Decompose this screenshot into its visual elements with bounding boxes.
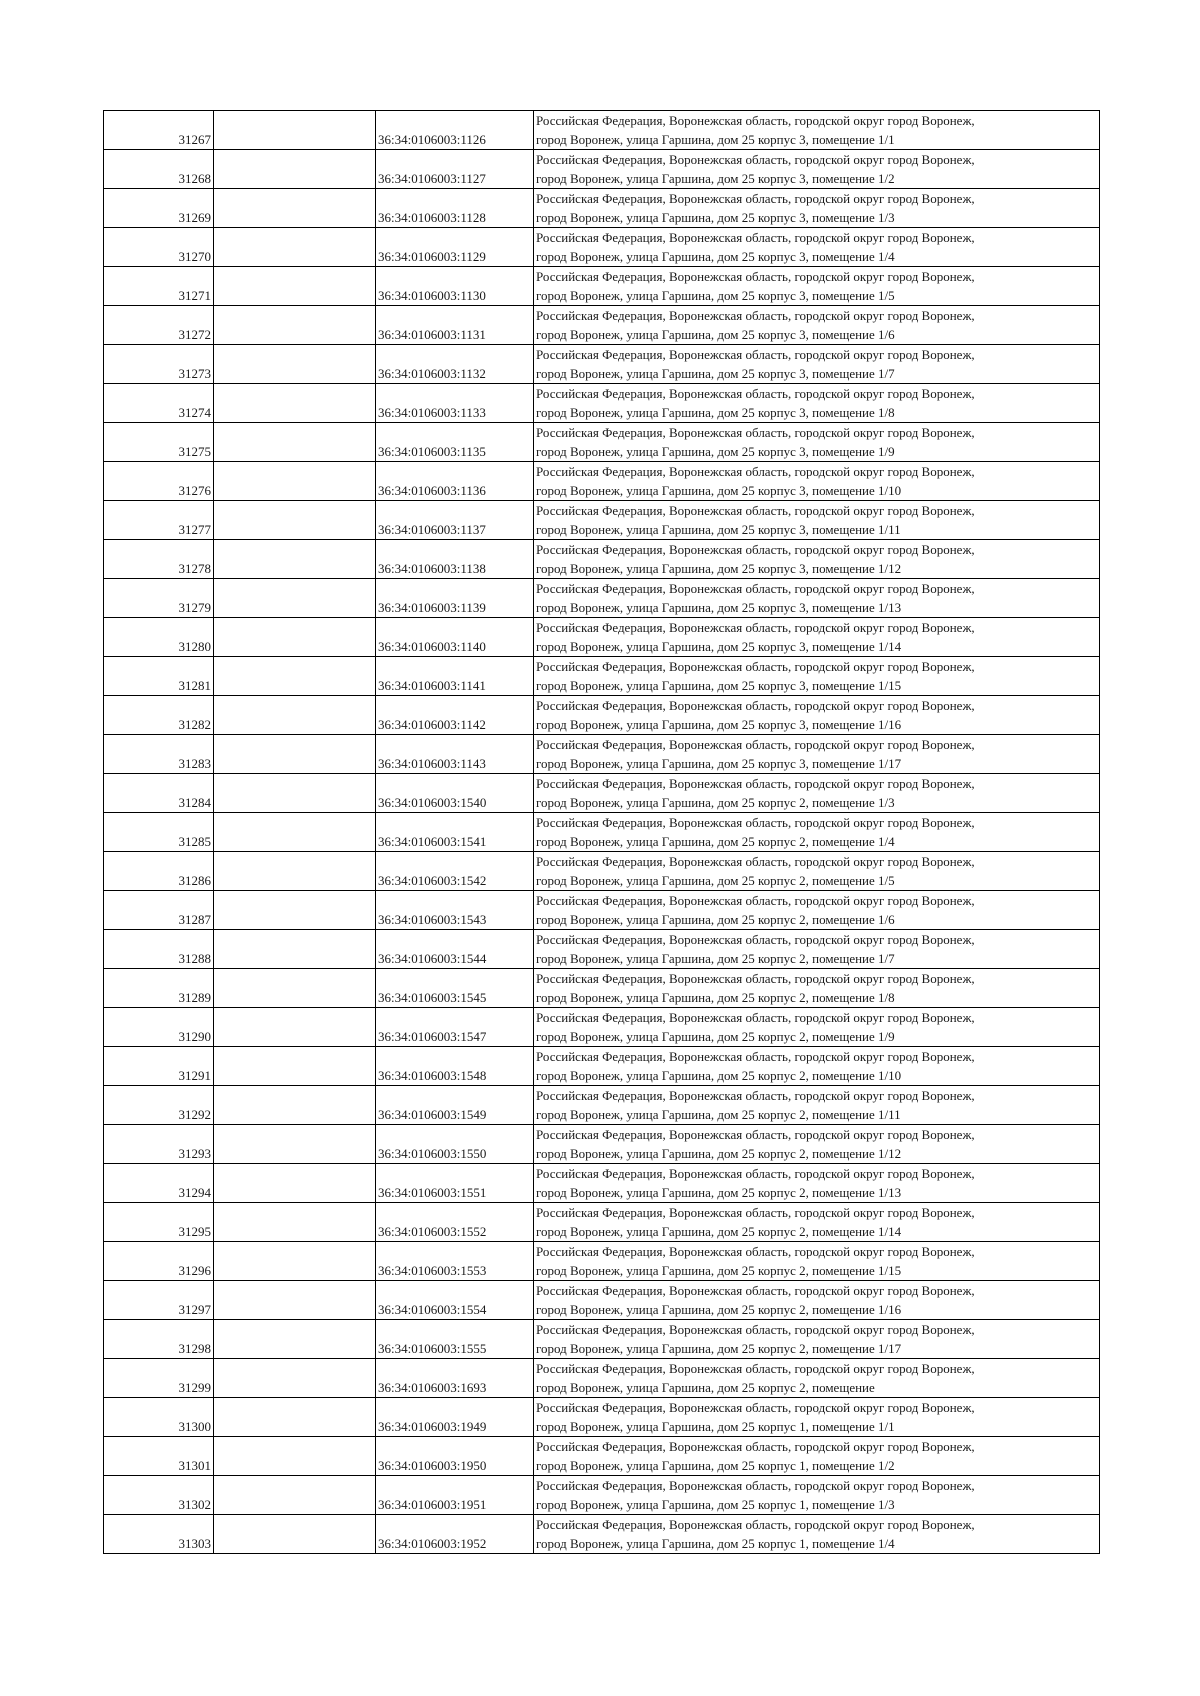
row-number-cell: 31271: [104, 267, 214, 306]
row-number-cell: 31269: [104, 189, 214, 228]
table-row: [104, 228, 1100, 267]
empty-cell: [214, 423, 376, 462]
cadastral-number-cell: 36:34:0106003:1549: [376, 1086, 534, 1125]
row-number-cell: 31292: [104, 1086, 214, 1125]
cadastral-number-cell: 36:34:0106003:1141: [376, 657, 534, 696]
cadastral-number-cell: 36:34:0106003:1551: [376, 1164, 534, 1203]
address-cell: Российская Федерация, Воронежская область, городской округ город Воронеж, город Воронеж, улица Гаршина, дом 25 корпус 2, помещение 1/12: [534, 1125, 1100, 1164]
address-cell: Российская Федерация, Воронежская область, городской округ город Воронеж, город Воронеж, улица Гаршина, дом 25 корпус 1, помещение 1/3: [534, 1476, 1100, 1515]
row-number-cell: 31272: [104, 306, 214, 345]
address-cell: Российская Федерация, Воронежская область, городской округ город Воронеж, город Воронеж, улица Гаршина, дом 25 корпус 3, помещение 1/16: [534, 696, 1100, 735]
table-row: [104, 1008, 1100, 1047]
row-number-cell: 31276: [104, 462, 214, 501]
cadastral-number-cell: 36:34:0106003:1137: [376, 501, 534, 540]
registry-table-body: [104, 111, 1100, 1554]
cadastral-number-cell: 36:34:0106003:1135: [376, 423, 534, 462]
address-cell: Российская Федерация, Воронежская область, городской округ город Воронеж, город Воронеж, улица Гаршина, дом 25 корпус 3, помещение 1/8: [534, 384, 1100, 423]
table-row: [104, 579, 1100, 618]
cadastral-number-cell: 36:34:0106003:1542: [376, 852, 534, 891]
cadastral-number-cell: 36:34:0106003:1136: [376, 462, 534, 501]
table-row: [104, 540, 1100, 579]
empty-cell: [214, 1242, 376, 1281]
table-row: [104, 618, 1100, 657]
empty-cell: [214, 618, 376, 657]
address-cell: Российская Федерация, Воронежская область, городской округ город Воронеж, город Воронеж, улица Гаршина, дом 25 корпус 2, помещение 1/15: [534, 1242, 1100, 1281]
empty-cell: [214, 1359, 376, 1398]
property-registry-table: [103, 110, 1100, 1554]
table-row: [104, 1281, 1100, 1320]
empty-cell: [214, 462, 376, 501]
table-row: [104, 813, 1100, 852]
table-row: [104, 1437, 1100, 1476]
cadastral-number-cell: 36:34:0106003:1547: [376, 1008, 534, 1047]
address-cell: Российская Федерация, Воронежская область, городской округ город Воронеж, город Воронеж, улица Гаршина, дом 25 корпус 2, помещение 1/14: [534, 1203, 1100, 1242]
empty-cell: [214, 189, 376, 228]
empty-cell: [214, 150, 376, 189]
empty-cell: [214, 540, 376, 579]
table-row: [104, 1320, 1100, 1359]
address-cell: Российская Федерация, Воронежская область, городской округ город Воронеж, город Воронеж, улица Гаршина, дом 25 корпус 3, помещение 1/17: [534, 735, 1100, 774]
row-number-cell: 31291: [104, 1047, 214, 1086]
cadastral-number-cell: 36:34:0106003:1693: [376, 1359, 534, 1398]
table-row: [104, 1359, 1100, 1398]
cadastral-number-cell: 36:34:0106003:1127: [376, 150, 534, 189]
address-cell: Российская Федерация, Воронежская область, городской округ город Воронеж, город Воронеж, улица Гаршина, дом 25 корпус 3, помещение 1/5: [534, 267, 1100, 306]
address-cell: Российская Федерация, Воронежская область, городской округ город Воронеж, город Воронеж, улица Гаршина, дом 25 корпус 2, помещение 1/5: [534, 852, 1100, 891]
row-number-cell: 31282: [104, 696, 214, 735]
empty-cell: [214, 384, 376, 423]
address-cell: Российская Федерация, Воронежская область, городской округ город Воронеж, город Воронеж, улица Гаршина, дом 25 корпус 3, помещение 1/1: [534, 111, 1100, 150]
row-number-cell: 31268: [104, 150, 214, 189]
row-number-cell: 31284: [104, 774, 214, 813]
address-cell: Российская Федерация, Воронежская область, городской округ город Воронеж, город Воронеж, улица Гаршина, дом 25 корпус 3, помещение 1/12: [534, 540, 1100, 579]
address-cell: Российская Федерация, Воронежская область, городской округ город Воронеж, город Воронеж, улица Гаршина, дом 25 корпус 2, помещение 1/16: [534, 1281, 1100, 1320]
address-cell: Российская Федерация, Воронежская область, городской округ город Воронеж, город Воронеж, улица Гаршина, дом 25 корпус 3, помещение 1/10: [534, 462, 1100, 501]
cadastral-number-cell: 36:34:0106003:1545: [376, 969, 534, 1008]
cadastral-number-cell: 36:34:0106003:1548: [376, 1047, 534, 1086]
row-number-cell: 31296: [104, 1242, 214, 1281]
cadastral-number-cell: 36:34:0106003:1140: [376, 618, 534, 657]
row-number-cell: 31280: [104, 618, 214, 657]
address-cell: Российская Федерация, Воронежская область, городской округ город Воронеж, город Воронеж, улица Гаршина, дом 25 корпус 3, помещение 1/15: [534, 657, 1100, 696]
row-number-cell: 31289: [104, 969, 214, 1008]
cadastral-number-cell: 36:34:0106003:1552: [376, 1203, 534, 1242]
row-number-cell: 31294: [104, 1164, 214, 1203]
row-number-cell: 31283: [104, 735, 214, 774]
empty-cell: [214, 891, 376, 930]
empty-cell: [214, 345, 376, 384]
address-cell: Российская Федерация, Воронежская область, городской округ город Воронеж, город Воронеж, улица Гаршина, дом 25 корпус 3, помещение 1/6: [534, 306, 1100, 345]
empty-cell: [214, 1281, 376, 1320]
empty-cell: [214, 1008, 376, 1047]
cadastral-number-cell: 36:34:0106003:1142: [376, 696, 534, 735]
cadastral-number-cell: 36:34:0106003:1543: [376, 891, 534, 930]
table-row: [104, 852, 1100, 891]
cadastral-number-cell: 36:34:0106003:1129: [376, 228, 534, 267]
table-row: [104, 696, 1100, 735]
table-row: [104, 1086, 1100, 1125]
table-row: [104, 1242, 1100, 1281]
empty-cell: [214, 969, 376, 1008]
row-number-cell: 31303: [104, 1515, 214, 1554]
address-cell: Российская Федерация, Воронежская область, городской округ город Воронеж, город Воронеж, улица Гаршина, дом 25 корпус 3, помещение 1/13: [534, 579, 1100, 618]
row-number-cell: 31285: [104, 813, 214, 852]
cadastral-number-cell: 36:34:0106003:1554: [376, 1281, 534, 1320]
table-row: [104, 1125, 1100, 1164]
cadastral-number-cell: 36:34:0106003:1143: [376, 735, 534, 774]
table-row: [104, 345, 1100, 384]
table-row: [104, 930, 1100, 969]
row-number-cell: 31281: [104, 657, 214, 696]
address-cell: Российская Федерация, Воронежская область, городской округ город Воронеж, город Воронеж, улица Гаршина, дом 25 корпус 3, помещение 1/4: [534, 228, 1100, 267]
address-cell: Российская Федерация, Воронежская область, городской округ город Воронеж, город Воронеж, улица Гаршина, дом 25 корпус 2, помещение 1/7: [534, 930, 1100, 969]
cadastral-number-cell: 36:34:0106003:1950: [376, 1437, 534, 1476]
cadastral-number-cell: 36:34:0106003:1131: [376, 306, 534, 345]
table-row: [104, 189, 1100, 228]
empty-cell: [214, 1515, 376, 1554]
cadastral-number-cell: 36:34:0106003:1550: [376, 1125, 534, 1164]
table-row: [104, 267, 1100, 306]
address-cell: Российская Федерация, Воронежская область, городской округ город Воронеж, город Воронеж, улица Гаршина, дом 25 корпус 3, помещение 1/9: [534, 423, 1100, 462]
address-cell: Российская Федерация, Воронежская область, городской округ город Воронеж, город Воронеж, улица Гаршина, дом 25 корпус 3, помещение 1/11: [534, 501, 1100, 540]
table-row: [104, 423, 1100, 462]
row-number-cell: 31301: [104, 1437, 214, 1476]
empty-cell: [214, 267, 376, 306]
address-cell: Российская Федерация, Воронежская область, городской округ город Воронеж, город Воронеж, улица Гаршина, дом 25 корпус 1, помещение 1/4: [534, 1515, 1100, 1554]
row-number-cell: 31288: [104, 930, 214, 969]
empty-cell: [214, 228, 376, 267]
address-cell: Российская Федерация, Воронежская область, городской округ город Воронеж, город Воронеж, улица Гаршина, дом 25 корпус 2, помещение 1/10: [534, 1047, 1100, 1086]
table-row: [104, 1047, 1100, 1086]
address-cell: Российская Федерация, Воронежская область, городской округ город Воронеж, город Воронеж, улица Гаршина, дом 25 корпус 2, помещение 1/3: [534, 774, 1100, 813]
table-row: [104, 1398, 1100, 1437]
empty-cell: [214, 1086, 376, 1125]
empty-cell: [214, 1203, 376, 1242]
table-row: [104, 150, 1100, 189]
address-cell: Российская Федерация, Воронежская область, городской округ город Воронеж, город Воронеж, улица Гаршина, дом 25 корпус 2, помещение: [534, 1359, 1100, 1398]
address-cell: Российская Федерация, Воронежская область, городской округ город Воронеж, город Воронеж, улица Гаршина, дом 25 корпус 2, помещение 1/13: [534, 1164, 1100, 1203]
row-number-cell: 31293: [104, 1125, 214, 1164]
table-row: [104, 1164, 1100, 1203]
table-row: [104, 969, 1100, 1008]
table-row: [104, 657, 1100, 696]
empty-cell: [214, 1164, 376, 1203]
table-row: [104, 1515, 1100, 1554]
table-row: [104, 735, 1100, 774]
row-number-cell: 31267: [104, 111, 214, 150]
cadastral-number-cell: 36:34:0106003:1133: [376, 384, 534, 423]
cadastral-number-cell: 36:34:0106003:1130: [376, 267, 534, 306]
empty-cell: [214, 774, 376, 813]
empty-cell: [214, 696, 376, 735]
address-cell: Российская Федерация, Воронежская область, городской округ город Воронеж, город Воронеж, улица Гаршина, дом 25 корпус 3, помещение 1/2: [534, 150, 1100, 189]
table-row: [104, 774, 1100, 813]
row-number-cell: 31300: [104, 1398, 214, 1437]
empty-cell: [214, 852, 376, 891]
row-number-cell: 31279: [104, 579, 214, 618]
row-number-cell: 31286: [104, 852, 214, 891]
row-number-cell: 31278: [104, 540, 214, 579]
empty-cell: [214, 735, 376, 774]
cadastral-number-cell: 36:34:0106003:1952: [376, 1515, 534, 1554]
row-number-cell: 31290: [104, 1008, 214, 1047]
row-number-cell: 31275: [104, 423, 214, 462]
address-cell: Российская Федерация, Воронежская область, городской округ город Воронеж, город Воронеж, улица Гаршина, дом 25 корпус 2, помещение 1/11: [534, 1086, 1100, 1125]
row-number-cell: 31277: [104, 501, 214, 540]
empty-cell: [214, 1125, 376, 1164]
row-number-cell: 31270: [104, 228, 214, 267]
cadastral-number-cell: 36:34:0106003:1128: [376, 189, 534, 228]
row-number-cell: 31273: [104, 345, 214, 384]
row-number-cell: 31295: [104, 1203, 214, 1242]
row-number-cell: 31298: [104, 1320, 214, 1359]
address-cell: Российская Федерация, Воронежская область, городской округ город Воронеж, город Воронеж, улица Гаршина, дом 25 корпус 2, помещение 1/8: [534, 969, 1100, 1008]
row-number-cell: 31302: [104, 1476, 214, 1515]
cadastral-number-cell: 36:34:0106003:1126: [376, 111, 534, 150]
table-row: [104, 891, 1100, 930]
cadastral-number-cell: 36:34:0106003:1541: [376, 813, 534, 852]
cadastral-number-cell: 36:34:0106003:1132: [376, 345, 534, 384]
address-cell: Российская Федерация, Воронежская область, городской округ город Воронеж, город Воронеж, улица Гаршина, дом 25 корпус 3, помещение 1/14: [534, 618, 1100, 657]
empty-cell: [214, 111, 376, 150]
empty-cell: [214, 1320, 376, 1359]
empty-cell: [214, 1398, 376, 1437]
table-row: [104, 1476, 1100, 1515]
cadastral-number-cell: 36:34:0106003:1540: [376, 774, 534, 813]
row-number-cell: 31297: [104, 1281, 214, 1320]
empty-cell: [214, 579, 376, 618]
cadastral-number-cell: 36:34:0106003:1553: [376, 1242, 534, 1281]
empty-cell: [214, 306, 376, 345]
empty-cell: [214, 657, 376, 696]
address-cell: Российская Федерация, Воронежская область, городской округ город Воронеж, город Воронеж, улица Гаршина, дом 25 корпус 2, помещение 1/9: [534, 1008, 1100, 1047]
empty-cell: [214, 1047, 376, 1086]
table-row: [104, 462, 1100, 501]
address-cell: Российская Федерация, Воронежская область, городской округ город Воронеж, город Воронеж, улица Гаршина, дом 25 корпус 2, помещение 1/17: [534, 1320, 1100, 1359]
table-row: [104, 384, 1100, 423]
address-cell: Российская Федерация, Воронежская область, городской округ город Воронеж, город Воронеж, улица Гаршина, дом 25 корпус 1, помещение 1/2: [534, 1437, 1100, 1476]
cadastral-number-cell: 36:34:0106003:1139: [376, 579, 534, 618]
row-number-cell: 31299: [104, 1359, 214, 1398]
address-cell: Российская Федерация, Воронежская область, городской округ город Воронеж, город Воронеж, улица Гаршина, дом 25 корпус 1, помещение 1/1: [534, 1398, 1100, 1437]
address-cell: Российская Федерация, Воронежская область, городской округ город Воронеж, город Воронеж, улица Гаршина, дом 25 корпус 3, помещение 1/3: [534, 189, 1100, 228]
cadastral-number-cell: 36:34:0106003:1138: [376, 540, 534, 579]
table-row: [104, 1203, 1100, 1242]
empty-cell: [214, 1437, 376, 1476]
row-number-cell: 31287: [104, 891, 214, 930]
cadastral-number-cell: 36:34:0106003:1949: [376, 1398, 534, 1437]
address-cell: Российская Федерация, Воронежская область, городской округ город Воронеж, город Воронеж, улица Гаршина, дом 25 корпус 2, помещение 1/4: [534, 813, 1100, 852]
empty-cell: [214, 813, 376, 852]
address-cell: Российская Федерация, Воронежская область, городской округ город Воронеж, город Воронеж, улица Гаршина, дом 25 корпус 2, помещение 1/6: [534, 891, 1100, 930]
empty-cell: [214, 930, 376, 969]
empty-cell: [214, 501, 376, 540]
address-cell: Российская Федерация, Воронежская область, городской округ город Воронеж, город Воронеж, улица Гаршина, дом 25 корпус 3, помещение 1/7: [534, 345, 1100, 384]
cadastral-number-cell: 36:34:0106003:1544: [376, 930, 534, 969]
cadastral-number-cell: 36:34:0106003:1555: [376, 1320, 534, 1359]
cadastral-number-cell: 36:34:0106003:1951: [376, 1476, 534, 1515]
empty-cell: [214, 1476, 376, 1515]
row-number-cell: 31274: [104, 384, 214, 423]
table-row: [104, 306, 1100, 345]
table-row: [104, 111, 1100, 150]
table-row: [104, 501, 1100, 540]
